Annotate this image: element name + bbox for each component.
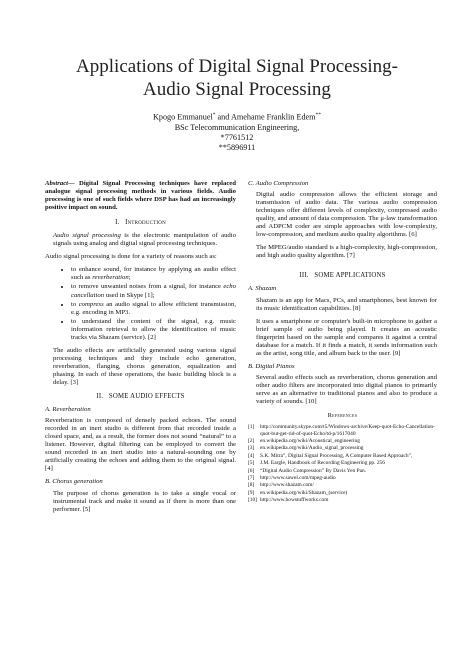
reference-number: [6] (248, 467, 255, 474)
author-1-mark: * (212, 112, 216, 118)
reverberation-paragraph: Reverberation is composed of densely packed echoes. The sound recorded in an inert studio is different from that recorded inside a closed space, and, as a result, the former does not sound “natural” to a listener. However, digital filtering can be employed to convert the sound recorded in an inert studio into a natural-sounding one by artificially creating the echoes and adding them to the original signal. [4] (45, 417, 236, 473)
bullet-emphasis: reverberation (92, 274, 129, 282)
reference-number: [5] (248, 460, 255, 467)
section-number: II. (96, 393, 104, 401)
shazam-paragraph-1: Shazam is an app for Macs, PCs, and smartphones, best known for its music identification capabilities. [8] (256, 296, 437, 312)
reference-item (248, 497, 437, 503)
abstract-label: Abstract (45, 180, 69, 187)
section-number: I. (115, 219, 120, 227)
intro-paragraph-1 (45, 232, 236, 248)
reference-number: [1] (248, 424, 255, 431)
reference-text: http://www.howstuffworks.com (260, 497, 329, 504)
reference-item (248, 438, 437, 444)
author-names (40, 110, 434, 123)
list-item (71, 283, 236, 299)
list-item (71, 301, 236, 317)
author-1: Kpogo Emmanuel (152, 112, 213, 122)
reference-text: en.wikipedia.org/wiki/Shazam_(service) (260, 489, 348, 496)
title-line-2: Audio Signal Processing (143, 79, 331, 100)
reference-text: en.wikipedia.org/wiki/Audio_signal_processing (260, 445, 364, 452)
intro-term: Audio signal processing (53, 232, 121, 240)
reference-text: http://community.skype.com/t5/Windows-archive/Keep-quot-Echo-Cancellation-quot-but-get-rid-of-quot-Echo/td-p/1617040 (260, 424, 435, 437)
title-line-1: Applications of Digital Signal Processing- (76, 56, 398, 77)
reference-list (248, 424, 437, 503)
reference-text: en.wikipedia.org/wiki/Acoustical_engineering (260, 437, 360, 444)
reference-item (248, 468, 437, 474)
abstract-text: — Digital Signal Processing techniques have replaced analogue signal processing methods in various fields. Audio processing is one of such fields where DSP has had an increasingly positive impact on sound. (45, 180, 236, 212)
reference-number: [8] (248, 482, 255, 489)
subsection-digital-pianos: B. Digital Pianos (248, 362, 295, 370)
reference-item (248, 460, 437, 466)
reference-text: http://www.sawel.com/mpeg-audio (260, 474, 336, 481)
reference-item (248, 453, 437, 459)
left-column (45, 180, 236, 519)
pianos-paragraph: Several audio effects such as reverberation, chorus generation and other audio filters are incorporated into digital pianos to primarily serve as an alternative to traditional pianos and also to produce a variety of sounds. [10] (256, 373, 437, 406)
intro-paragraph-3: The audio effects are artificially generated using various signal processing techniques and they include echo generation, reverberation, flanging, chorus generation, equalization and phasing. In each of these operations, the basic building block is a delay. [3] (53, 346, 236, 386)
subsection-shazam: A. Shazam (248, 285, 277, 293)
section-number: III. (299, 272, 309, 280)
reference-item (248, 482, 437, 488)
reference-number: [4] (248, 452, 255, 459)
section-title: SOME AUDIO EFFECTS (108, 393, 185, 401)
right-column (248, 180, 437, 505)
section-heading-applications (248, 272, 437, 280)
subsection-compression: C. Audio Compression (248, 180, 309, 187)
reasons-list (45, 266, 236, 341)
reference-number: [9] (248, 489, 255, 496)
reference-text: J.M. Eargle, Handbook of Recording Engineering pp. 256 (260, 460, 385, 467)
bullet-emphasis: echo cancellation (71, 283, 236, 299)
subsection-chorus: B. Chorus generation (45, 478, 103, 486)
reference-item (248, 490, 437, 496)
reference-text: http://www.shazam.com/ (260, 482, 314, 489)
bullet-text: ; (128, 274, 131, 282)
author-2: and Amehame Franklin Edem (215, 112, 316, 122)
student-id-2: **5896911 (218, 143, 256, 153)
abstract (45, 180, 236, 212)
section-title: SOME APPLICATIONS (314, 272, 386, 280)
list-item: • to understand the content of the signal, e.g. music information retrieval to allow the identification of music tracks via Shazam (service). [2] (71, 318, 236, 342)
reference-text: S.K. Mitra”, Digital Signal Processing, A Computer Based Approach”, (260, 452, 413, 459)
reference-item (248, 445, 437, 451)
chorus-paragraph: The purpose of chorus generation is to take a single vocal or instrumental track and make it sound as if there is more than one performer. [5] (53, 489, 236, 513)
intro-text: is the electronic manipulation of audio signals using analog and digital signal processing techniques. (53, 232, 236, 248)
student-id-1: *7761512 (220, 133, 254, 143)
reference-number: [10] (248, 497, 257, 504)
shazam-paragraph-2: It uses a smartphone or computer's built-in microphone to gather a brief sample of audio being played. It creates an acoustic fingerprint based on the sample and compares it against a central database for a match. If it finds a match, it sends information such as the artist, song title, and album back to the user. [9] (256, 317, 437, 357)
list-item (71, 266, 236, 282)
reference-item (248, 424, 437, 437)
compression-paragraph-1: Digital audio compression allows the efficient storage and transmission of audio data. The various audio compression techniques offer different levels of complexity, compressed audio quality, and amount of data compression. The μ-law transformation and ADPCM coder are simple approaches with low-complexity, low-compression, and medium audio quality algorithms. [6] (256, 191, 437, 239)
author-2-mark: ** (315, 112, 322, 118)
reference-item (248, 475, 437, 481)
references-heading: References (327, 412, 358, 420)
bullet-text: to remove unwanted noises from a signal, for instance (71, 283, 224, 291)
subsection-reverberation: A. Reverberation (45, 406, 91, 414)
reference-number: [2] (248, 437, 255, 444)
section-heading-introduction (45, 219, 236, 227)
reference-text: “Digital Audio Compression” By Davis Yen Pan. (260, 467, 367, 474)
author-block (40, 110, 434, 154)
affiliation: BSc Telecommunication Engineering, (174, 122, 300, 132)
bullet-text: an audio signal to allow efficient transmission, e.g. encoding in MP3. (71, 300, 237, 316)
intro-paragraph-2: Audio signal processing is done for a variety of reasons such as: (45, 253, 217, 261)
compression-paragraph-2: The MPEG/audio standard is a high-complexity, high-compression, and high audio quality algorithm. [7] (256, 244, 437, 260)
paper-title (40, 55, 434, 101)
bullet-emphasis: compress (78, 300, 104, 308)
reference-number: [3] (248, 445, 255, 452)
section-title: Introduction (125, 219, 166, 227)
bullet-text: to (71, 300, 79, 308)
section-heading-audio-effects (45, 393, 236, 401)
bullet-text: to enhance sound, for instance by applying an audio effect such as (71, 266, 236, 282)
bullet-text: used in Skype [1]; (104, 291, 155, 299)
reference-number: [7] (248, 474, 255, 481)
